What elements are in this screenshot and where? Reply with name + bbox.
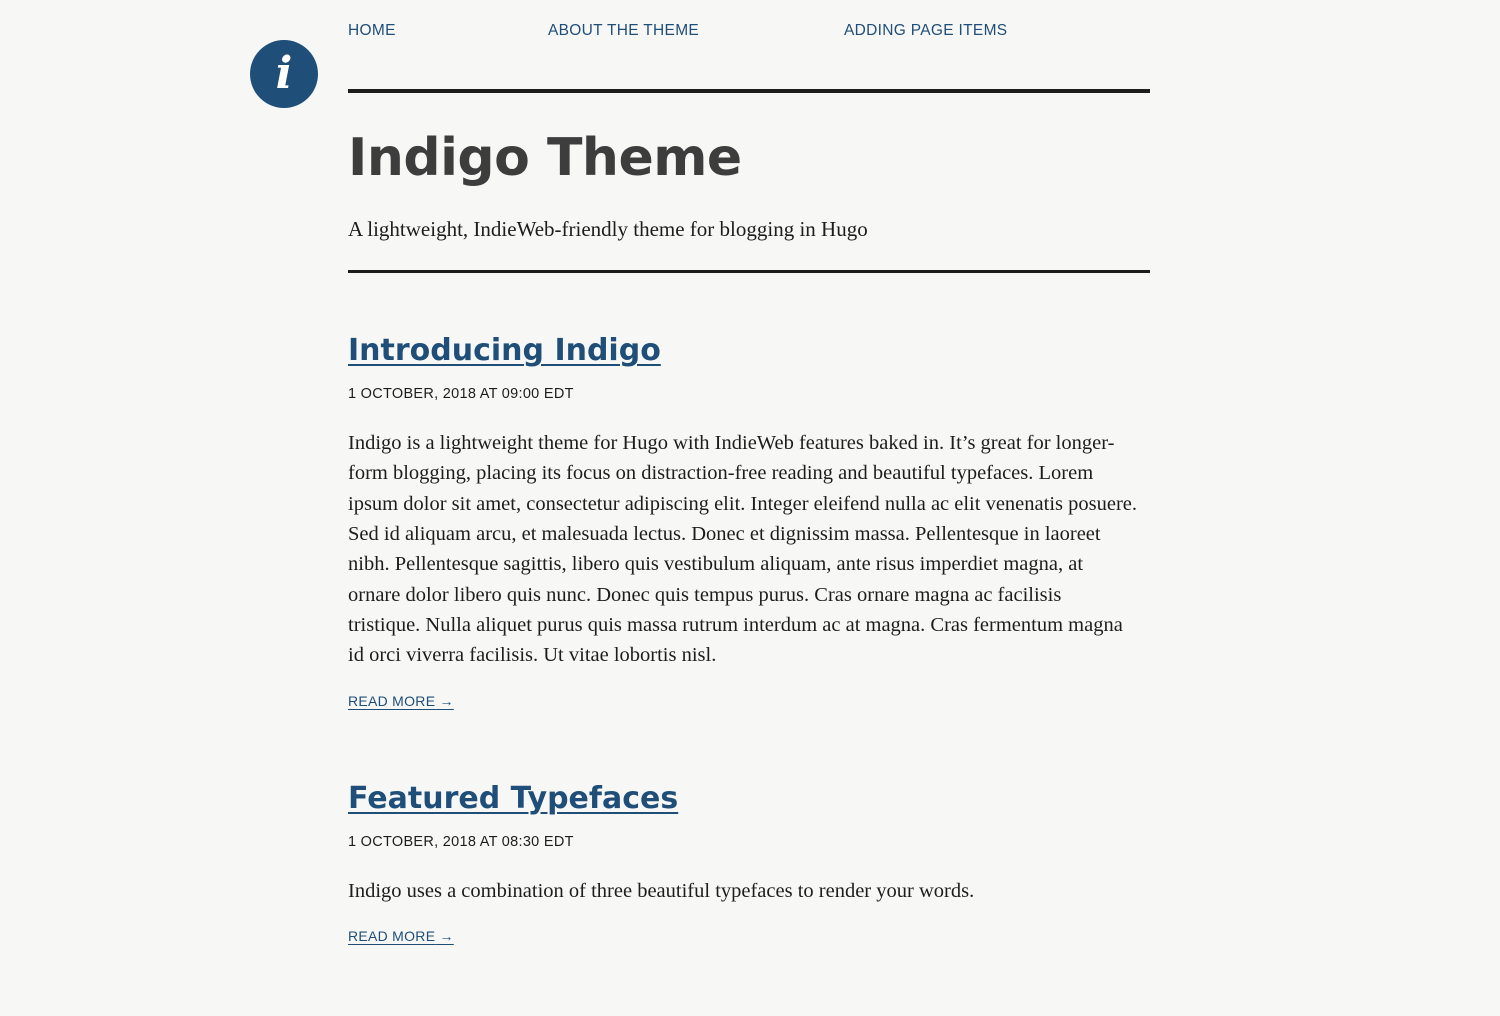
logo-glyph: i <box>275 48 293 99</box>
arrow-right-icon: → <box>439 927 454 944</box>
site-header <box>0 0 1500 110</box>
read-more-label: READ MORE <box>348 692 436 709</box>
post-title-link[interactable]: Featured Typefaces <box>348 780 679 816</box>
nav-item-about-the-theme[interactable]: ABOUT THE THEME <box>548 22 700 39</box>
masthead <box>348 130 1150 273</box>
read-more-label: READ MORE <box>348 927 436 944</box>
page-title: Indigo Theme <box>348 128 742 188</box>
post-date: 1 OCTOBER, 2018 AT 08:30 EDT <box>348 833 574 850</box>
post-title-link[interactable]: Introducing Indigo <box>348 333 661 368</box>
post-item <box>348 781 1150 946</box>
read-more-link[interactable] <box>348 928 454 944</box>
post-date: 1 OCTOBER, 2018 AT 09:00 EDT <box>348 386 574 402</box>
post-excerpt: Indigo uses a combination of three beautiful typefaces to render your words. <box>348 879 975 902</box>
post-title <box>348 781 1150 817</box>
primary-navigation <box>348 22 1150 40</box>
indigo-logo-icon[interactable] <box>250 40 318 108</box>
post-excerpt: Indigo is a lightweight theme for Hugo with IndieWeb features baked in. It’s great for longer-form blogging, placing its focus on distraction-free reading and beautiful typefaces. Lorem ipsum dolor sit amet, consectetur adipiscing elit. Integer eleifend nulla ac elit venenatis posuere. Sed id aliquam arcu, et malesuada lectus. Donec et dignissim massa. Pellentesque in laoreet nibh. Pellentesque sagittis, libero quis vestibulum aliquam, ante risus imperdiet magna, at ornare dolor libero quis nunc. Donec quis tempus purus. Cras ornare magna ac facilisis tristique. Nulla aliquet purus quis massa rutrum interdum ac at magna. Cras fermentum magna id orci viverra facilisis. Ut vitae lobortis nisl. <box>348 432 1137 667</box>
arrow-right-icon: → <box>439 692 454 709</box>
nav-item-home[interactable]: HOME <box>348 22 396 39</box>
post-title <box>348 333 1150 369</box>
site-tagline: A lightweight, IndieWeb-friendly theme for blogging in Hugo <box>348 217 868 242</box>
masthead-divider <box>348 270 1150 273</box>
post-list <box>348 333 1150 1016</box>
header-divider <box>348 89 1150 93</box>
post-item <box>348 333 1150 711</box>
read-more-link[interactable] <box>348 693 454 709</box>
nav-item-adding-page-items[interactable]: ADDING PAGE ITEMS <box>844 22 1008 39</box>
